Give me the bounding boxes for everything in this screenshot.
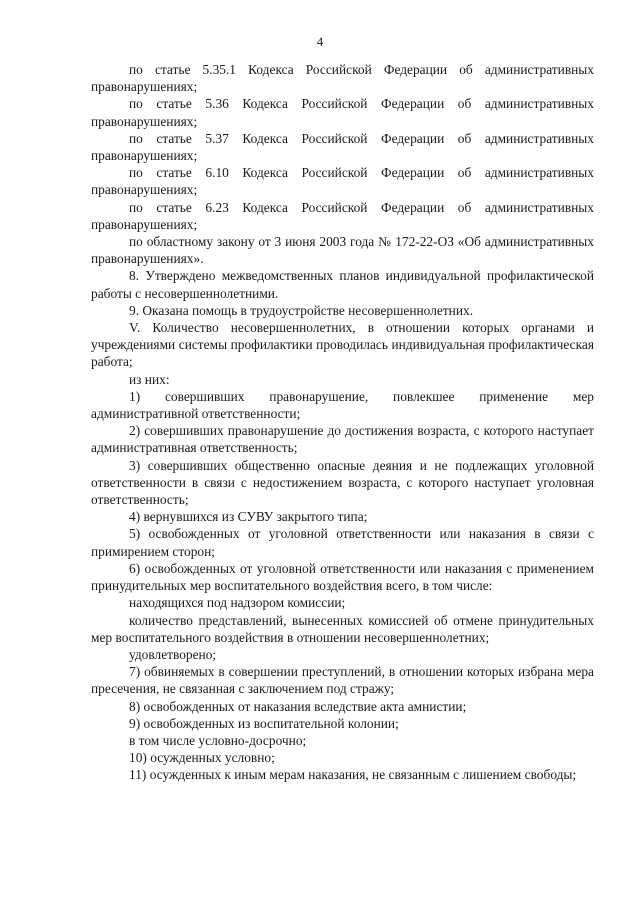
paragraph: 6) освобожденных от уголовной ответственности или наказания с применением принудительных мер воспитательного воздействия всего, в том числе:: [91, 560, 594, 594]
paragraph: по статье 6.10 Кодекса Российской Федерации об административных правонарушениях;: [91, 165, 594, 198]
document-body: [91, 61, 594, 784]
paragraph: 4) вернувшихся из СУВУ закрытого типа;: [129, 509, 368, 525]
paragraph: 2) совершивших правонарушение до достижения возраста, с которого наступает административная ответственность;: [91, 423, 594, 456]
paragraph: по статье 5.37 Кодекса Российской Федерации об административных правонарушениях;: [91, 130, 594, 164]
paragraph: 5) освобожденных от уголовной ответственности или наказания в связи с примирением сторон;: [91, 526, 594, 559]
paragraph: 1) совершивших правонарушение, повлекшее применение мер административной ответственности;: [91, 388, 594, 422]
paragraph: по статье 6.23 Кодекса Российской Федерации об административных правонарушениях;: [91, 199, 594, 232]
paragraph: по статье 5.35.1 Кодекса Российской Федерации об административных правонарушениях;: [91, 62, 594, 95]
paragraph: 8) освобожденных от наказания вследствие акта амнистии;: [129, 698, 467, 714]
paragraph: находящихся под надзором комиссии;: [129, 595, 346, 611]
paragraph: 3) совершивших общественно опасные деяния и не подлежащих уголовной ответственности в связи с недостижением возраста, с которого наступает уголовная ответственность;: [91, 457, 594, 508]
paragraph: 10) осужденных условно;: [129, 750, 275, 766]
paragraph: 7) обвиняемых в совершении преступлений, в отношении которых избрана мера пресечения, не связанная с заключением под стражу;: [91, 664, 594, 697]
paragraph: количество представлений, вынесенных комиссией об отмене принудительных мер воспитательного воздействия в отношении несовершеннолетних;: [91, 612, 594, 645]
paragraph: 9. Оказана помощь в трудоустройстве несовершеннолетних.: [129, 302, 474, 318]
paragraph: из них:: [129, 371, 170, 387]
paragraph: 9) освобожденных из воспитательной колонии;: [129, 715, 399, 731]
paragraph: по областному закону от 3 июня 2003 года № 172-22-ОЗ «Об административных правонарушениях».: [91, 234, 594, 267]
paragraph: в том числе условно-досрочно;: [129, 732, 307, 748]
paragraph: по статье 5.36 Кодекса Российской Федерации об административных правонарушениях;: [91, 96, 594, 129]
paragraph: 8. Утверждено межведомственных планов индивидуальной профилактической работы с несовершеннолетними.: [91, 268, 594, 301]
paragraph: 11) осужденных к иным мерам наказания, не связанным с лишением свободы;: [129, 767, 577, 783]
page-number: 4: [316, 34, 324, 49]
paragraph: удовлетворено;: [129, 646, 217, 662]
paragraph: V. Количество несовершеннолетних, в отношении которых органами и учреждениями системы профилактики проводилась индивидуальная профилактическая работа;: [91, 320, 594, 370]
